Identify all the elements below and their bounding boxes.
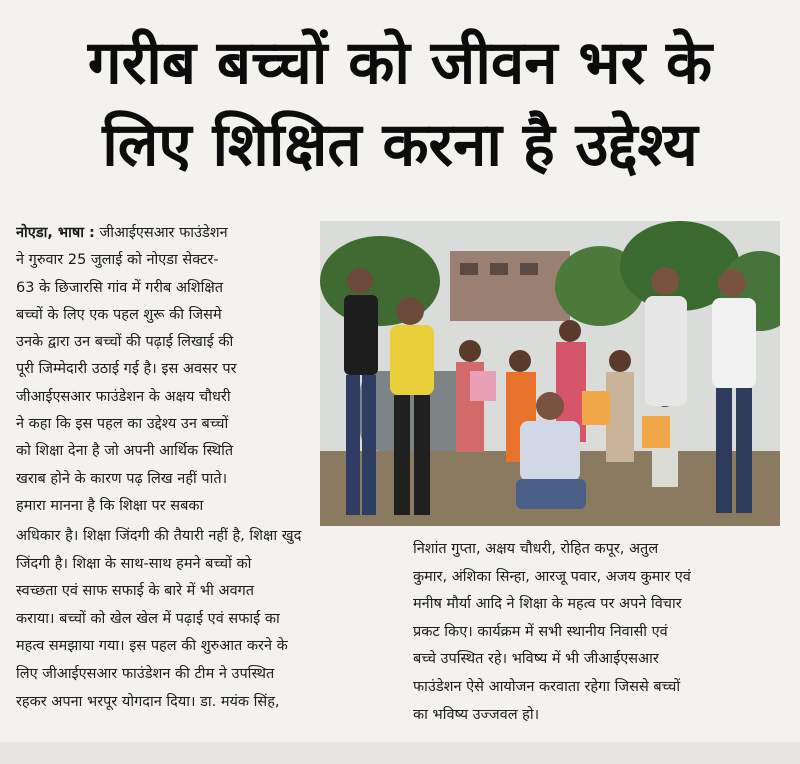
headline-line-2: लिए शिक्षित करना है उद्देश्य (102, 110, 698, 180)
group-photo-illustration (320, 221, 780, 526)
article-line: खराब होने के कारण पढ़ लिख नहीं पाते। (16, 470, 228, 487)
article-line: अधिकार है। शिक्षा जिंदगी की तैयारी नहीं है, शिक्षा खुद (16, 528, 302, 544)
article-line: कुमार, अंशिका सिन्हा, आरजू पवार, अजय कुमार एवं (413, 568, 691, 585)
article-line: पूरी जिम्मेदारी उठाई गई है। इस अवसर पर (16, 361, 237, 378)
headline (8, 22, 792, 186)
article-line: महत्व समझाया गया। इस पहल की शुरुआत करने के (16, 638, 288, 655)
article-line: जिंदगी है। शिक्षा के साथ-साथ हमने बच्चों को (16, 555, 252, 572)
article-line: मनीष मौर्या आदि ने शिक्षा के महत्व पर अपने विचार (413, 596, 682, 613)
article-column-left-lower (16, 523, 402, 716)
page-bottom-strip (0, 742, 800, 764)
article-line: फाउंडेशन ऐसे आयोजन करवाता रहेगा जिससे बच्चों (413, 678, 681, 695)
article-line-text: जीआईएसआर फाउंडेशन (99, 225, 228, 241)
article-line: उनके द्वारा उन बच्चों की पढ़ाई लिखाई की (16, 334, 234, 351)
article-line: को शिक्षा देना है जो अपनी आर्थिक स्थिति (16, 443, 234, 460)
article-line: का भविष्य उज्जवल हो। (413, 706, 540, 723)
group-photo (320, 221, 780, 526)
article-line: निशांत गुप्ता, अक्षय चौधरी, रोहित कपूर, अतुल (413, 541, 659, 557)
article-line: लिए जीआईएसआर फाउंडेशन की टीम ने उपस्थित (16, 665, 275, 682)
article-line: बच्चों के लिए एक पहल शुरू की जिसमे (16, 306, 222, 323)
article-line: रहकर अपना भरपूर योगदान दिया। डा. मयंक सिंह, (16, 693, 280, 710)
article-line: ने गुरुवार 25 जुलाई को नोएडा सेक्टर- (16, 252, 219, 269)
article-line: बच्चे उपस्थित रहे। भविष्य में भी जीआईएसआर (413, 651, 659, 668)
article-line: जीआईएसआर फाउंडेशन के अक्षय चौधरी (16, 388, 231, 405)
dateline: नोएडा, भाषा : (16, 225, 95, 241)
article-line: ने कहा कि इस पहल का उद्देश्य उन बच्चों (16, 416, 229, 433)
article-line: 63 के छिजारसि गांव में गरीब अशिक्षित (16, 279, 224, 296)
headline-line-1: गरीब बच्चों को जीवन भर के (87, 28, 713, 98)
article-column-right (413, 536, 785, 729)
article-line (16, 220, 316, 247)
article-column-left (16, 220, 316, 520)
article-line: हमारा मानना है कि शिक्षा पर सबका (16, 497, 204, 514)
article-line: स्वच्छता एवं साफ सफाई के बारे में भी अवगत (16, 583, 255, 600)
article-line: प्रकट किए। कार्यक्रम में सभी स्थानीय निवासी एवं (413, 623, 668, 640)
article-line: कराया। बच्चों को खेल खेल में पढ़ाई एवं सफाई का (16, 610, 280, 627)
